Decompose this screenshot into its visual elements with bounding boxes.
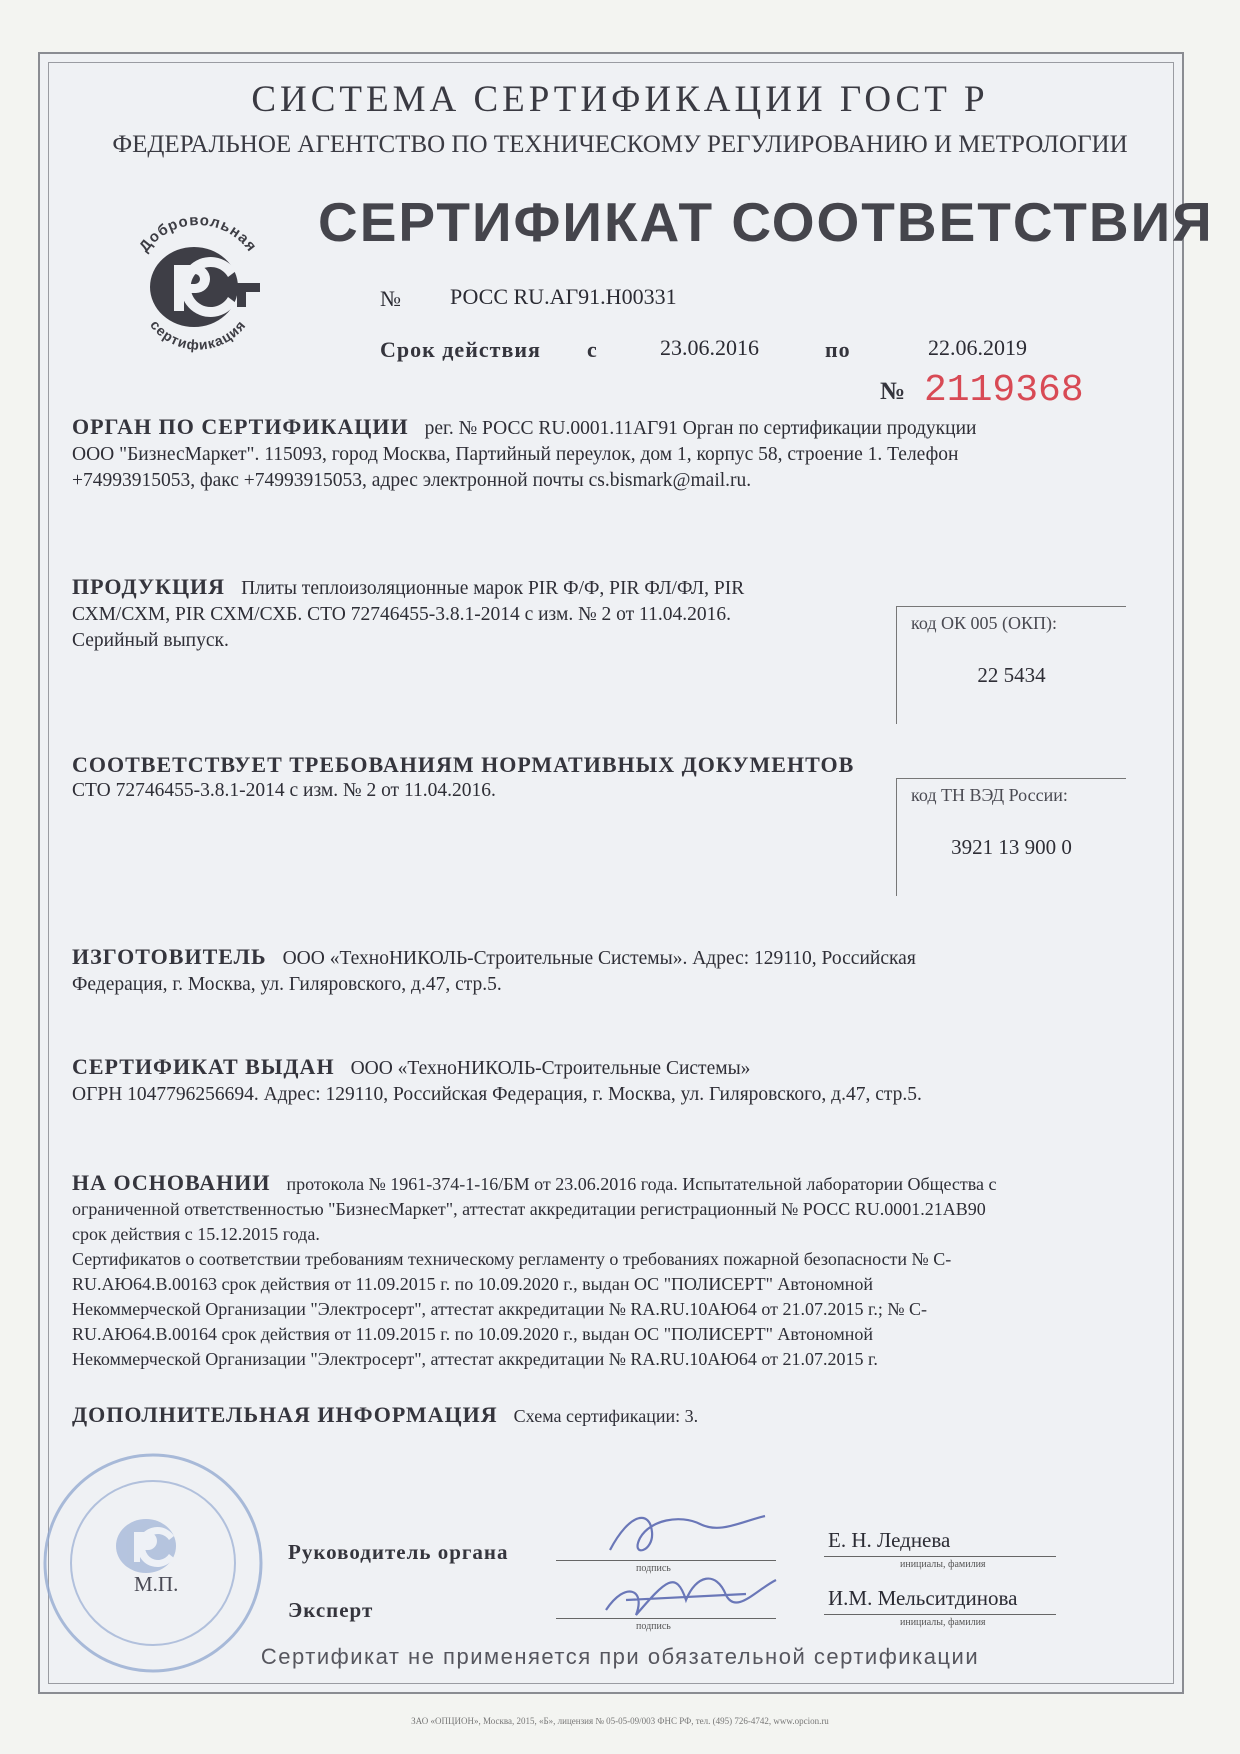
- okp-code-label: код ОК 005 (ОКП):: [911, 613, 1057, 633]
- system-title: СИСТЕМА СЕРТИФИКАЦИИ ГОСТ Р: [251, 79, 989, 120]
- basis-line4: Сертификатов о соответствии требованиям техническому регламенту о требованиях пожарной безопасности № С-: [72, 1249, 952, 1269]
- issued-to-heading: СЕРТИФИКАТ ВЫДАН: [72, 1054, 335, 1079]
- okp-code-value: 22 5434: [977, 663, 1046, 687]
- head-name-caption: инициалы, фамилия: [900, 1559, 986, 1570]
- basis-line3: срок действия с 15.12.2015 года.: [72, 1224, 320, 1244]
- conformity-line1: СТО 72746455-3.8.1-2014 с изм. № 2 от 11.04.2016.: [72, 780, 496, 801]
- printer-line: ЗАО «ОПЦИОН», Москва, 2015, «Б», лицензия № 05-05-09/003 ФНС РФ, тел. (495) 726-4742, www.opcion.ru: [411, 1716, 829, 1726]
- certification-body-line1: рег. № РОСС RU.0001.11АГ91 Орган по сертификации продукции: [424, 418, 977, 439]
- issued-to-line1: ООО «ТехноНИКОЛЬ-Строительные Системы»: [350, 1058, 751, 1079]
- certificate-title: СЕРТИФИКАТ СООТВЕТСТВИЯ: [318, 191, 1214, 253]
- rst-mark-icon: [150, 247, 260, 327]
- basis-line8: Некоммерческой Организации "Электросерт", аттестат аккредитации № RA.RU.10АЮ64 от 21.07.2015 г.: [72, 1349, 878, 1369]
- basis-line6: Некоммерческой Организации "Электросерт", аттестат аккредитации № RA.RU.10АЮ64 от 21.07.2015 г.; № С-: [72, 1299, 928, 1319]
- logo-bottom-text: сертификация: [147, 316, 249, 353]
- serial-number-label: №: [880, 378, 906, 405]
- product-section: [72, 574, 872, 654]
- expert-label: Эксперт: [288, 1598, 374, 1622]
- product-line3: Серийный выпуск.: [72, 630, 229, 651]
- basis-line7: RU.АЮ64.В.00164 срок действия от 11.09.2015 г. по 10.09.2020 г., выдан ОС "ПОЛИСЕРТ" Автономной: [72, 1324, 874, 1344]
- additional-info-text: Схема сертификации: 3.: [513, 1406, 699, 1426]
- valid-to-label: по: [825, 337, 851, 362]
- certification-body-heading: ОРГАН ПО СЕРТИФИКАЦИИ: [72, 414, 409, 439]
- manufacturer-heading: ИЗГОТОВИТЕЛЬ: [72, 944, 267, 969]
- issued-to-line2: ОГРН 1047796256694. Адрес: 129110, Российская Федерация, г. Москва, ул. Гиляровского, д.47, стр.5.: [72, 1084, 922, 1105]
- valid-to-date: 22.06.2019: [928, 335, 1027, 360]
- product-line2: СХМ/СХМ, PIR СХМ/СХБ. СТО 72746455-3.8.1-2014 с изм. № 2 от 11.04.2016.: [72, 604, 731, 625]
- footer-note: Сертификат не применяется при обязательной сертификации: [260, 1644, 980, 1669]
- valid-from-date: 23.06.2016: [660, 335, 759, 360]
- agency-name: ФЕДЕРАЛЬНОЕ АГЕНТСТВО ПО ТЕХНИЧЕСКОМУ РЕГУЛИРОВАНИЮ И МЕТРОЛОГИИ: [112, 131, 1128, 158]
- okp-code-box: [896, 606, 1126, 724]
- product-line1: Плиты теплоизоляционные марок PIR Ф/Ф, PIR ФЛ/ФЛ, PIR: [241, 578, 745, 599]
- head-name-line: [824, 1556, 1056, 1557]
- validity-label: Срок действия: [380, 337, 541, 362]
- conformity-section: [72, 752, 932, 804]
- manufacturer-section: [72, 944, 1132, 998]
- additional-info-section: [72, 1402, 1132, 1430]
- conformity-heading: СООТВЕТСТВУЕТ ТРЕБОВАНИЯМ НОРМАТИВНЫХ ДОКУМЕНТОВ: [72, 752, 855, 777]
- seal-label: М.П.: [134, 1572, 179, 1596]
- stamp-rst-mark-icon: [116, 1519, 176, 1573]
- certification-body-line3: +74993915053, факс +74993915053, адрес электронной почты cs.bismark@mail.ru.: [72, 470, 752, 491]
- logo-top-text: Добровольная: [135, 211, 261, 256]
- tnved-code-box: [896, 778, 1126, 896]
- basis-line2: ограниченной ответственностью "БизнесМаркет", аттестат аккредитации регистрационный № РОСС RU.0001.21АВ90: [72, 1199, 986, 1219]
- valid-from-label: с: [587, 337, 598, 362]
- expert-signature-icon: [596, 1560, 786, 1630]
- head-signature-caption: подпись: [636, 1563, 671, 1574]
- head-name: Е. Н. Леднева: [828, 1528, 951, 1552]
- tnved-code-label: код ТН ВЭД России:: [911, 785, 1068, 805]
- manufacturer-line1: ООО «ТехноНИКОЛЬ-Строительные Системы». Адрес: 129110, Российская: [282, 948, 916, 969]
- rst-logo: [118, 205, 278, 365]
- expert-name-caption: инициалы, фамилия: [900, 1617, 986, 1628]
- basis-line1: протокола № 1961-374-1-16/БМ от 23.06.2016 года. Испытательной лаборатории Общества с: [286, 1174, 997, 1194]
- basis-line5: RU.АЮ64.В.00163 срок действия от 11.09.2015 г. по 10.09.2020 г., выдан ОС "ПОЛИСЕРТ" Автономной: [72, 1274, 874, 1294]
- certification-body-line2: ООО "БизнесМаркет". 115093, город Москва, Партийный переулок, дом 1, корпус 58, строение 1. Телефон: [72, 444, 959, 465]
- tnved-code-value: 3921 13 900 0: [951, 835, 1072, 859]
- certificate-number-label: №: [380, 286, 401, 311]
- additional-info-heading: ДОПОЛНИТЕЛЬНАЯ ИНФОРМАЦИЯ: [72, 1402, 498, 1427]
- manufacturer-line2: Федерация, г. Москва, ул. Гиляровского, д.47, стр.5.: [72, 974, 502, 995]
- basis-heading: НА ОСНОВАНИИ: [72, 1170, 271, 1195]
- certificate-number: РОСС RU.АГ91.Н00331: [450, 284, 677, 309]
- serial-number: 2119368: [924, 369, 1084, 412]
- certification-body-section: [72, 414, 1132, 494]
- basis-section: [72, 1170, 1142, 1372]
- expert-name-line: [824, 1614, 1056, 1615]
- head-of-body-label: Руководитель органа: [288, 1540, 509, 1564]
- product-heading: ПРОДУКЦИЯ: [72, 574, 226, 599]
- issued-to-section: [72, 1054, 1132, 1108]
- expert-name: И.М. Мельситдинова: [828, 1586, 1018, 1610]
- expert-signature-caption: подпись: [636, 1621, 671, 1632]
